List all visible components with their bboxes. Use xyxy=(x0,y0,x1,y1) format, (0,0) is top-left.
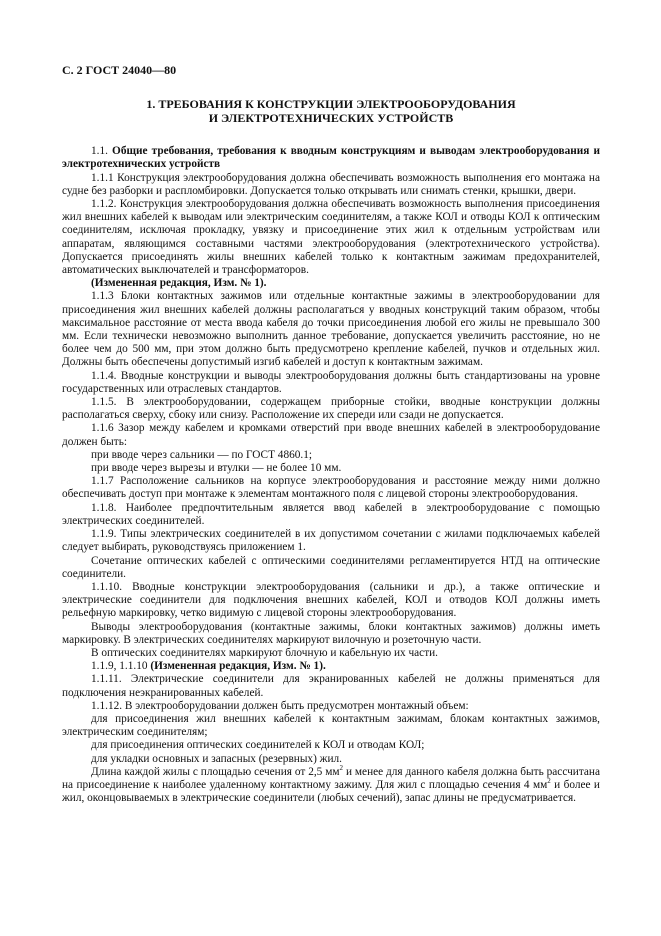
paragraph-1-1-2: 1.1.2. Конструкция электрооборудования должна обеспечивать возможность выполнения присоединения жил внешних кабелей к выводам или электрическим соединителям, а также КОЛ и отводы КОЛ к оптическим соединителям, исключая прокладку, увязку и присоединение этих жил к отдельным устройствам или аппаратам, являющимся составными частями электрооборудования (электротехнического устройства). Допускается присоединять жилы внешних кабелей только к контактным зажимам предохранителей, автоматических выключателей и трансформаторов. xyxy=(62,198,600,277)
paragraph-1-1-7: 1.1.7 Расположение сальников на корпусе электрооборудования и расстояние между ними должно обеспечивать доступ при монтаже к элементам монтажного поля с лицевой стороны электрооборудования. xyxy=(62,475,600,501)
paragraph-1-1-8: 1.1.8. Наиболее предпочтительным является ввод кабелей в электрооборудование с помощью электрических соединителей. xyxy=(62,501,600,527)
paragraph-1-1-1: 1.1.1 Конструкция электрооборудования должна обеспечивать возможность выполнения его монтажа на судне без разборки и распломбировки. Допускается только открывать или снимать стенки, крышки, двери. xyxy=(62,171,600,197)
amendment-note-2-text: (Измененная редакция, Изм. № 1). xyxy=(150,660,326,673)
section-title xyxy=(62,97,600,125)
paragraph-1-1-3: 1.1.3 Блоки контактных зажимов или отдельные контактные зажимы в электрооборудовании для присоединения жил внешних кабелей должны располагаться у вводных конструкций таким образом, чтобы максимальное расстояние от места ввода кабеля до точки присоединения любой его жилы не превышало 300 мм. Если технически невозможно выполнить данное требование, допускается увеличить расстояние, но не более чем до 500 мм, при этом должно быть предусмотрено крепление кабелей, пучков и отдельных жил. Должны быть обеспечены допустимый изгиб кабелей и доступ к контактным зажимам. xyxy=(62,290,600,369)
conductor-length-part-1: Длина каждой жилы с площадью сечения от 2,5 мм xyxy=(91,765,340,778)
amendment-note-2-numbers: 1.1.9, 1.1.10 xyxy=(91,660,148,673)
document-page xyxy=(62,64,600,805)
paragraph-1-1-6-b: при вводе через вырезы и втулки — не более 10 мм. xyxy=(91,462,342,475)
paragraph-1-1-9-b: Сочетание оптических кабелей с оптическими соединителями регламентируется НТД на оптические соединители. xyxy=(62,554,600,580)
paragraph-1-1-10: 1.1.10. Вводные конструкции электрооборудования (сальники и др.), а также оптические и электрические соединители для подключения внешних кабелей, КОЛ и отводов КОЛ должны иметь рельефную маркировку, четко видимую с лицевой стороны электрооборудования. xyxy=(62,580,600,620)
paragraph-1-1-5: 1.1.5. В электрооборудовании, содержащем приборные стойки, вводные конструкции должны располагаться сверху, сбоку или снизу. Расположение их спереди или сзади не допускается. xyxy=(62,396,600,422)
paragraph-heading: Общие требования, требования к вводным конструкциям и выводам электрооборудования и электротехнических устройств xyxy=(62,145,600,171)
paragraph-1-1-12-c: для укладки основных и запасных (резервных) жил. xyxy=(91,752,342,765)
paragraph-1-1-6: 1.1.6 Зазор между кабелем и кромками отверстий при вводе внешних кабелей в электрооборудование должен быть: xyxy=(62,422,600,448)
conductor-length-part-3: и более и жил, оконцовываемых в электрические соединители (любых сечений), запас длины не предусматривается. xyxy=(62,778,600,805)
section-title-line-2: И ЭЛЕКТРОТЕХНИЧЕСКИХ УСТРОЙСТВ xyxy=(208,111,454,126)
amendment-note-1: (Измененная редакция, Изм. № 1). xyxy=(91,277,267,290)
section-title-line-1: 1. ТРЕБОВАНИЯ К КОНСТРУКЦИИ ЭЛЕКТРООБОРУДОВАНИЯ xyxy=(146,97,516,112)
amendment-note-2 xyxy=(62,660,600,673)
paragraph-1-1-12-b: для присоединения оптических соединителей к КОЛ и отводам КОЛ; xyxy=(91,739,425,752)
paragraph-1-1-6-a: при вводе через сальники — по ГОСТ 4860.1; xyxy=(91,448,313,461)
superscript-2: 2 xyxy=(547,777,551,786)
paragraph-conductor-length xyxy=(62,763,600,806)
page-header: С. 2 ГОСТ 24040—80 xyxy=(62,63,177,77)
paragraph-1-1-12: 1.1.12. В электрооборудовании должен быть предусмотрен монтажный объем: xyxy=(91,699,469,712)
paragraph-1-1-10-c: В оптических соединителях маркируют блочную и кабельную их части. xyxy=(91,646,439,659)
paragraph-1-1-10-b: Выводы электрооборудования (контактные зажимы, блоки контактных зажимов) должны иметь маркировку. В электрических соединителях маркируют вилочную и розеточную части. xyxy=(62,620,600,646)
superscript-2: 2 xyxy=(339,763,344,772)
paragraph-number: 1.1. xyxy=(91,145,108,158)
paragraph-1-1-11: 1.1.11. Электрические соединители для экранированных кабелей не должны применяться для подключения неэкранированных кабелей. xyxy=(62,673,600,699)
conductor-length-part-2: и менее для данного кабеля должна быть рассчитана на присоединение к наиболее удаленному контактному зажиму. Для жил с площадью сечения 4 мм xyxy=(62,765,600,791)
paragraph-1-1 xyxy=(62,145,600,171)
paragraph-1-1-9: 1.1.9. Типы электрических соединителей в их допустимом сочетании с жилами подключаемых кабелей следует выбирать, руководствуясь приложением 1. xyxy=(62,528,600,554)
paragraph-1-1-4: 1.1.4. Вводные конструкции и выводы электрооборудования должны быть стандартизованы на уровне государственных или отраслевых стандартов. xyxy=(62,369,600,395)
paragraph-1-1-12-a: для присоединения жил внешних кабелей к контактным зажимам, блокам контактных зажимов, электрическим соединителям; xyxy=(62,712,600,739)
